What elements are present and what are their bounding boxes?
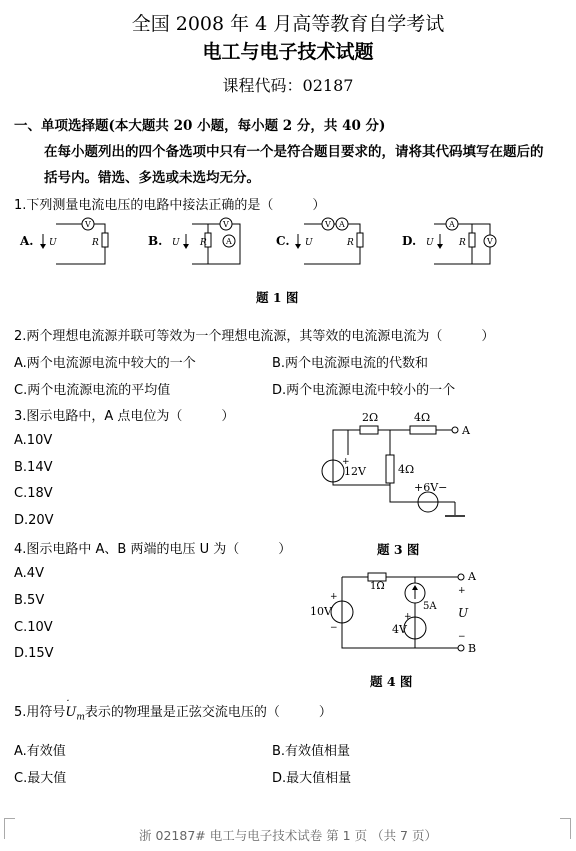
figure-1a-u-label: U bbox=[49, 238, 57, 248]
question-1-figures bbox=[0, 208, 576, 270]
figure-1-caption: 题 1 图 bbox=[256, 290, 299, 305]
question-4-text: 4.图示电路中 A、B 两端的电压 U 为（ ） bbox=[14, 542, 292, 557]
figure-4-caption: 题 4 图 bbox=[370, 674, 413, 689]
question-3-option-b: B.14V bbox=[14, 460, 53, 475]
figure-1c-meter2-label: A bbox=[339, 220, 345, 229]
question-4-option-b: B.5V bbox=[14, 593, 45, 608]
figure-1a-letter: A. bbox=[20, 234, 34, 248]
figure-1b-u-label: U bbox=[172, 238, 180, 248]
figure-3-r1-label: 2Ω bbox=[362, 411, 379, 424]
question-5-option-b: B.有效值相量 bbox=[272, 744, 351, 759]
question-3-option-d: D.20V bbox=[14, 513, 54, 528]
figure-4-node-b-label: B bbox=[468, 642, 477, 655]
figure-1d-meter2-label: V bbox=[487, 237, 493, 246]
figure-1b-letter: B. bbox=[148, 234, 163, 248]
question-5-option-d: D.最大值相量 bbox=[272, 771, 352, 786]
question-5-option-c: C.最大值 bbox=[14, 771, 67, 786]
course-code: 课程代码：02187 bbox=[222, 76, 354, 95]
figure-4-u-minus: − bbox=[458, 632, 466, 642]
instruction-line-2: 括号内。错选、多选或未选均无分。 bbox=[44, 170, 260, 186]
question-3-text: 3.图示电路中，A 点电位为（ ） bbox=[14, 409, 235, 424]
figure-1a-resistor bbox=[102, 233, 108, 247]
figure-3-resistor-4ohm-mid bbox=[386, 455, 394, 483]
figure-1a bbox=[19, 218, 108, 264]
question-4-option-a: A.4V bbox=[14, 566, 44, 581]
question-4-option-d: D.15V bbox=[14, 646, 54, 661]
figure-4-src2-plus: + bbox=[404, 612, 412, 622]
figure-3-r2-label: 4Ω bbox=[414, 411, 431, 424]
figure-1b-meter2-label: A bbox=[226, 237, 232, 246]
figure-1b-r-label: R bbox=[200, 238, 207, 248]
question-5-text-post: 表示的物理量是正弦交流电压的（ ） bbox=[84, 705, 332, 720]
figure-3-src2-label: +6V− bbox=[414, 481, 448, 494]
figure-4-u-plus: + bbox=[458, 586, 466, 596]
figure-1b bbox=[148, 218, 240, 264]
figure-4-isrc-label: 5A bbox=[423, 601, 437, 612]
figure-4-src1-plus: + bbox=[330, 592, 338, 602]
figure-1d-letter: D. bbox=[402, 234, 417, 248]
figure-4-node-a bbox=[458, 574, 464, 580]
question-2-option-c: C.两个电流源电流的平均值 bbox=[14, 383, 171, 398]
figure-4-src2-label: 4V bbox=[392, 623, 407, 636]
question-5-text-pre: 5.用符号 bbox=[14, 705, 66, 720]
instruction-line-1: 在每小题列出的四个备选项中只有一个是符合题目要求的，请将其代码填写在题后的 bbox=[44, 144, 544, 160]
question-2-option-d: D.两个电流源电流中较小的一个 bbox=[272, 383, 456, 398]
figure-3 bbox=[310, 405, 480, 530]
figure-1d-meter1-label: A bbox=[449, 220, 455, 229]
figure-1a-meter-label: V bbox=[85, 220, 91, 229]
figure-1c-u-label: U bbox=[305, 238, 313, 248]
figure-3-r3-label: 4Ω bbox=[398, 463, 415, 476]
figure-1c bbox=[276, 218, 363, 264]
figure-4-src1-label: 10V bbox=[310, 605, 332, 618]
figure-1c-resistor bbox=[357, 233, 363, 247]
figure-1a-r-label: R bbox=[92, 238, 99, 248]
figure-4-node-b bbox=[458, 645, 464, 651]
figure-3-src1-plus: + bbox=[342, 457, 350, 467]
section-title: 一、单项选择题(本大题共 20 小题，每小题 2 分，共 40 分) bbox=[14, 118, 386, 134]
figure-3-resistor-4ohm-top bbox=[410, 426, 436, 434]
figure-1c-meter1-label: V bbox=[325, 220, 331, 229]
figure-1d-r-label: R bbox=[459, 238, 466, 248]
page-footer: 浙 02187# 电工与电子技术试卷 第 1 页 （共 7 页） bbox=[139, 828, 437, 843]
figure-3-caption: 题 3 图 bbox=[377, 542, 420, 557]
subject-title: 电工与电子技术试题 bbox=[202, 41, 374, 63]
figure-4 bbox=[300, 565, 485, 660]
figure-3-src1-label: 12V bbox=[344, 465, 366, 478]
question-2-text: 2.两个理想电流源并联可等效为一个理想电流源，其等效的电流源电流为（ ） bbox=[14, 329, 495, 344]
figure-1c-letter: C. bbox=[276, 234, 290, 248]
figure-4-node-a-label: A bbox=[468, 570, 476, 583]
figure-1d bbox=[402, 218, 496, 264]
figure-4-resistor-1ohm bbox=[368, 573, 386, 581]
question-4-option-c: C.10V bbox=[14, 620, 53, 635]
figure-1c-r-label: R bbox=[347, 238, 354, 248]
figure-3-node-a-label: A bbox=[462, 424, 470, 437]
question-5-option-a: A.有效值 bbox=[14, 744, 66, 759]
figure-4-u-label: U bbox=[458, 606, 469, 620]
figure-4-src1-minus: − bbox=[330, 623, 338, 633]
question-3-option-c: C.18V bbox=[14, 486, 53, 501]
figure-1b-meter1-label: V bbox=[223, 220, 229, 229]
figure-3-resistor-2ohm bbox=[360, 426, 378, 434]
figure-1d-resistor bbox=[469, 233, 475, 247]
question-5-text bbox=[14, 696, 332, 723]
question-3-option-a: A.10V bbox=[14, 433, 53, 448]
question-5-symbol: · $U_m$ bbox=[65, 696, 85, 723]
figure-3-node-a bbox=[452, 427, 458, 433]
question-1-text: 1.下列测量电流电压的电路中接法正确的是（ ） bbox=[14, 198, 326, 213]
question-2-option-b: B.两个电流源电流的代数和 bbox=[272, 356, 429, 371]
figure-1d-u-label: U bbox=[426, 238, 434, 248]
figure-4-r1-label: 1Ω bbox=[370, 581, 385, 592]
exam-title: 全国 2008 年 4 月高等教育自学考试 bbox=[131, 13, 445, 35]
question-2-option-a: A.两个电流源电流中较大的一个 bbox=[14, 356, 196, 371]
